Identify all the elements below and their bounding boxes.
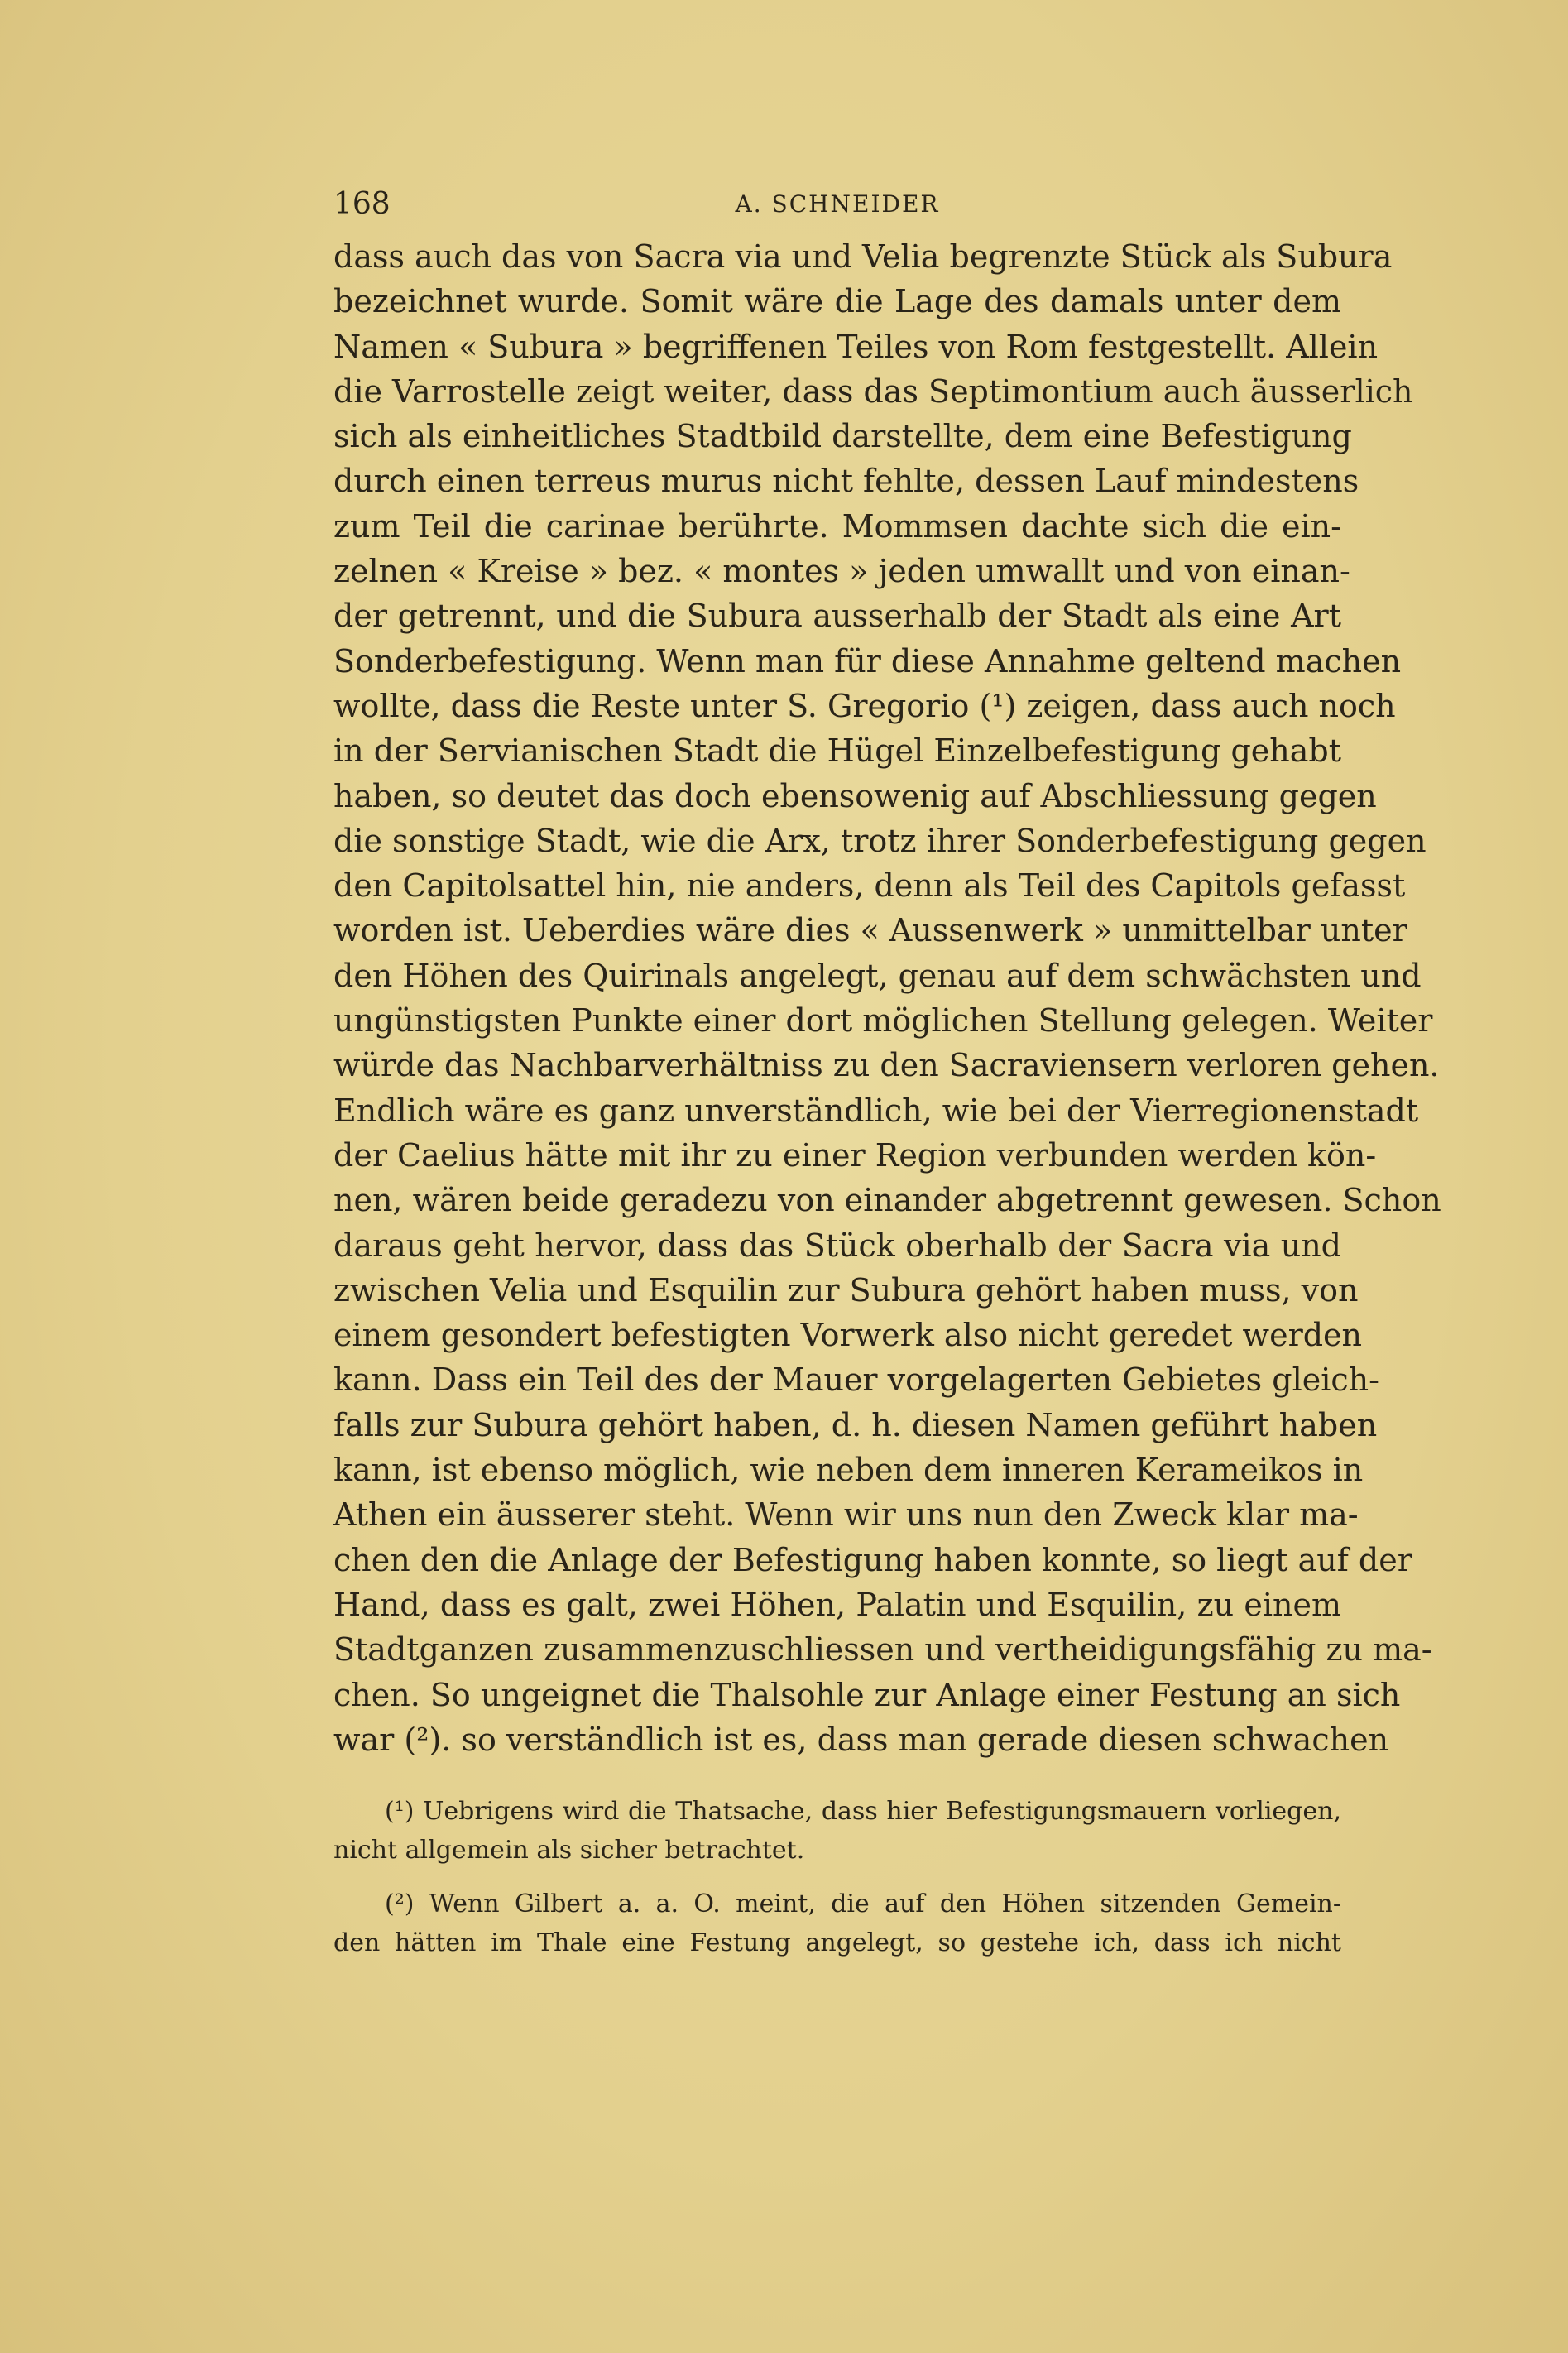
text-line: Endlich wäre es ganz unverständlich, wie bei der Vierregionenstadt — [333, 1092, 1419, 1129]
footnote-line: nicht allgemein als sicher betrachtet. — [333, 1836, 805, 1865]
text-line: daraus geht hervor, dass das Stück oberhalb der Sacra via und — [333, 1227, 1341, 1264]
text-line: Namen « Subura » begriffenen Teiles von Rom festgestellt. Allein — [333, 328, 1379, 365]
footnote-line: (²) Wenn Gilbert a. a. O. meint, die auf den Höhen sitzenden Gemein- — [385, 1890, 1341, 1918]
text-line: Hand, dass es galt, zwei Höhen, Palatin und Esquilin, zu einem — [333, 1586, 1341, 1623]
text-line: kann, ist ebenso möglich, wie neben dem inneren Kerameikos in — [333, 1452, 1364, 1489]
text-line: haben, so deutet das doch ebensowenig auf Abschliessung gegen — [333, 777, 1377, 814]
text-line: Athen ein äusserer steht. Wenn wir uns nun den Zweck klar ma- — [333, 1496, 1359, 1534]
text-line: zelnen « Kreise » bez. « montes » jeden umwallt und von einan- — [333, 553, 1350, 590]
text-line: falls zur Subura gehört haben, d. h. diesen Namen geführt haben — [333, 1406, 1378, 1443]
text-line: kann. Dass ein Teil des der Mauer vorgelagerten Gebietes gleich- — [333, 1361, 1379, 1399]
text-line: Stadtganzen zusammenzuschliessen und vertheidigungsfähig zu ma- — [333, 1631, 1432, 1669]
footnote-2 — [333, 1885, 1341, 1962]
text-line: Sonderbefestigung. Wenn man für diese Annahme geltend machen — [333, 642, 1402, 679]
text-line: durch einen terreus murus nicht fehlte, dessen Lauf mindestens — [333, 463, 1359, 500]
footnotes — [333, 1792, 1341, 1962]
text-line: chen. So ungeignet die Thalsohle zur Anlage einer Festung an sich — [333, 1676, 1401, 1713]
text-line: war (²). so verständlich ist es, dass man gerade diesen schwachen — [333, 1721, 1389, 1758]
text-line: den Capitolsattel hin, nie anders, denn als Teil des Capitols gefasst — [333, 867, 1406, 905]
footnote-line: den hätten im Thale eine Festung angelegt, so gestehe ich, dass ich nicht — [333, 1928, 1341, 1957]
text-line: ungünstigsten Punkte einer dort möglichen Stellung gelegen. Weiter — [333, 1002, 1433, 1040]
text-line: der Caelius hätte mit ihr zu einer Region verbunden werden kön- — [333, 1136, 1377, 1174]
running-head: A. SCHNEIDER — [735, 190, 940, 218]
text-line: worden ist. Ueberdies wäre dies « Aussenwerk » unmittelbar unter — [333, 912, 1407, 949]
footnote-line: (¹) Uebrigens wird die Thatsache, dass hier Befestigungsmauern vorliegen, — [385, 1797, 1341, 1826]
page-number: 168 — [333, 187, 391, 221]
text-line: dass auch das von Sacra via und Velia begrenzte Stück als Subura — [333, 238, 1393, 275]
text-line: die sonstige Stadt, wie die Arx, trotz ihrer Sonderbefestigung gegen — [333, 822, 1427, 859]
text-line: zwischen Velia und Esquilin zur Subura gehört haben muss, von — [333, 1271, 1359, 1309]
text-line: der getrennt, und die Subura ausserhalb der Stadt als eine Art — [333, 598, 1341, 635]
text-line: zum Teil die carinae berührte. Mommsen dachte sich die ein- — [333, 507, 1341, 545]
text-line: sich als einheitliches Stadtbild darstellte, dem eine Befestigung — [333, 418, 1352, 455]
body-text — [333, 234, 1441, 1762]
text-line: in der Servianischen Stadt die Hügel Einzelbefestigung gehabt — [333, 732, 1341, 770]
text-line: nen, wären beide geradezu von einander abgetrennt gewesen. Schon — [333, 1182, 1441, 1219]
footnote-1 — [333, 1792, 1341, 1870]
page-header — [333, 187, 1341, 220]
text-line: einem gesondert befestigten Vorwerk also nicht geredet werden — [333, 1317, 1363, 1354]
text-line: bezeichnet wurde. Somit wäre die Lage des damals unter dem — [333, 283, 1341, 320]
text-line: chen den die Anlage der Befestigung haben konnte, so liegt auf der — [333, 1541, 1412, 1578]
text-line: wollte, dass die Reste unter S. Gregorio (¹) zeigen, dass auch noch — [333, 687, 1396, 724]
text-line: den Höhen des Quirinals angelegt, genau auf dem schwächsten und — [333, 957, 1422, 994]
text-line: würde das Nachbarverhältniss zu den Sacraviensern verloren gehen. — [333, 1047, 1440, 1084]
text-line: die Varrostelle zeigt weiter, dass das Septimontium auch äusserlich — [333, 372, 1413, 410]
